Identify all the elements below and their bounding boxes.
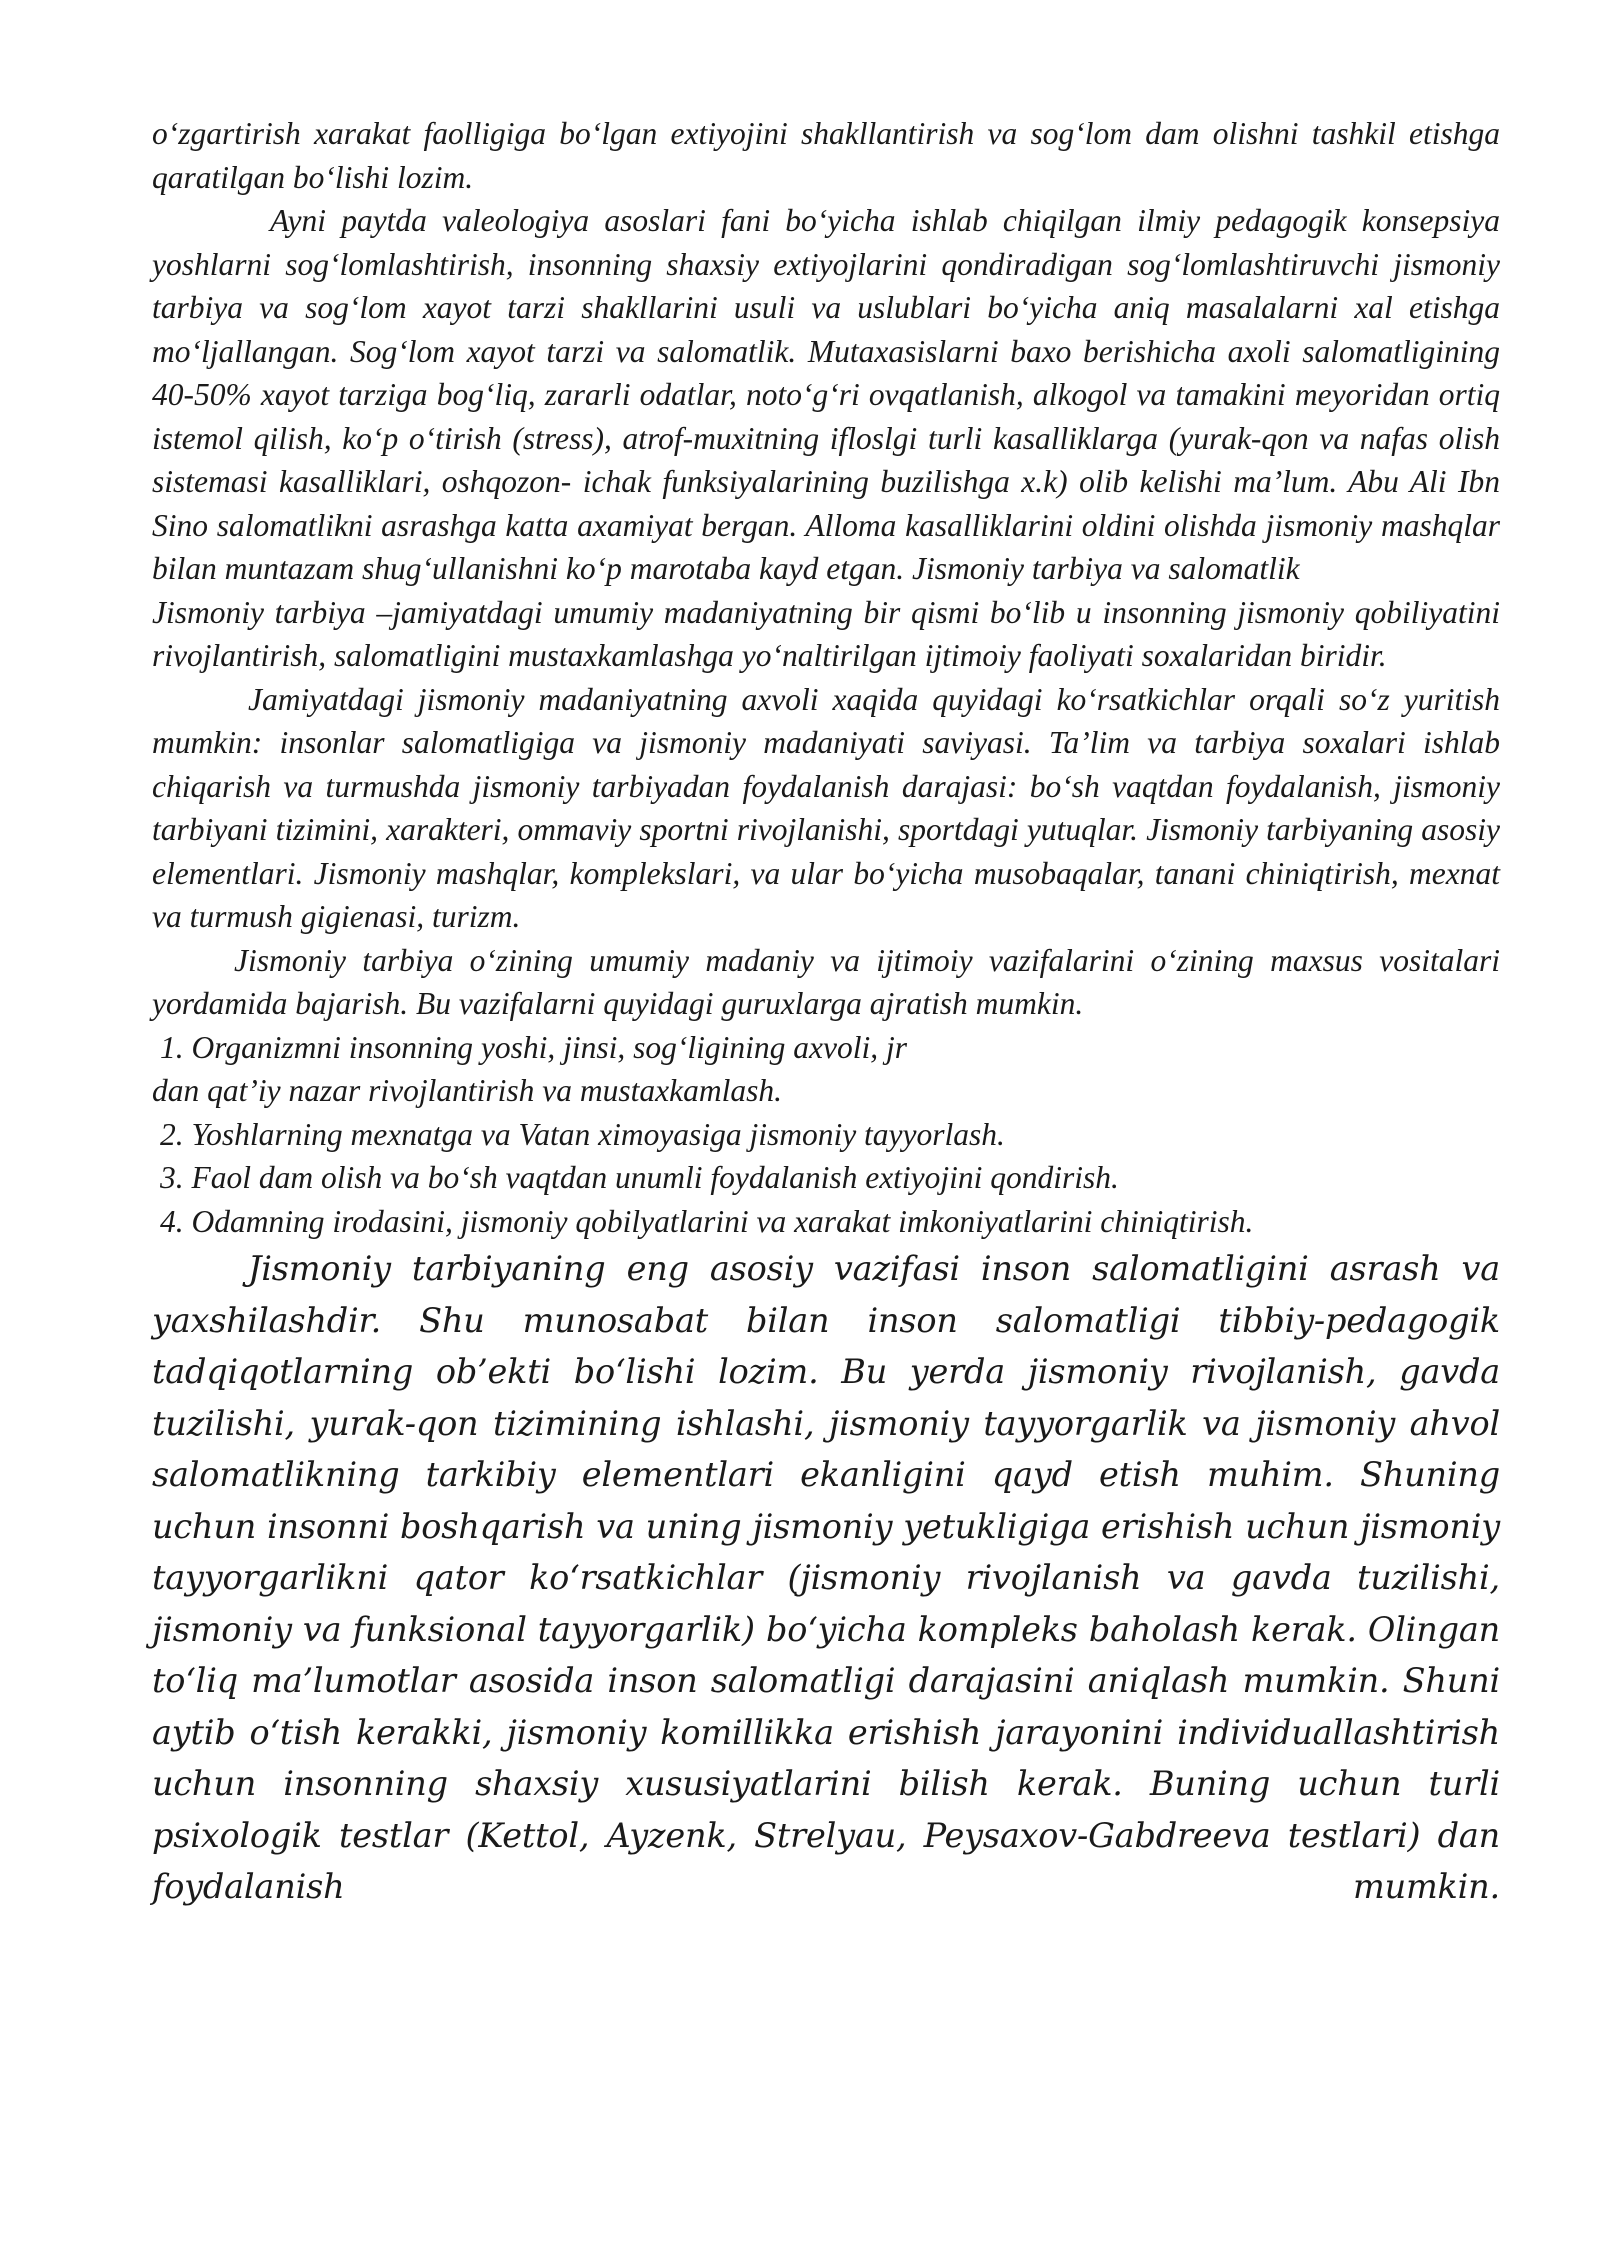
paragraph-4: Jamiyatdagi jismoniy madaniyatning axvoli xaqida quyidagi ko‘rsatkichlar orqali so‘z yuritish mumkin: insonlar salomatligiga va jismoniy madaniyati saviyasi. Ta’lim va tarbiya soxalari ishlab chiqarish va turmushda jismoniy tarbiyadan foydalanish darajasi: bo‘sh vaqtdan foydalanish, jismoniy tarbiyani tizimini, xarakteri, ommaviy sportni rivojlanishi, sportdagi yutuqlar. Jismoniy tarbiyaning asosiy elementlari. Jismoniy mashqlar, komplekslari, va ular bo‘yicha musobaqalar, tanani chiniqtirish, mexnat va turmush gigienasi, turizm. <box>152 681 1500 934</box>
body-text-small <box>152 112 1500 1243</box>
list-item-2: 2. Yoshlarning mexnatga va Vatan ximoyasiga jismoniy tayyorlash. <box>160 1116 1005 1152</box>
paragraph-3: Jismoniy tarbiya –jamiyatdagi umumiy madaniyatning bir qismi bo‘lib u insonning jismoniy qobiliyatini rivojlantirish, salomatligini mustaxkamlashga yo‘naltirilgan ijtimoiy faoliyati soxalaridan biridir. <box>152 594 1500 673</box>
list-item-1a: 1. Organizmni insonning yoshi, jinsi, sog‘ligining axvoli, jr <box>160 1029 907 1065</box>
list-item-4: 4. Odamning irodasini, jismoniy qobilyatlarini va xarakat imkoniyatlarini chiniqtirish. <box>160 1203 1254 1239</box>
paragraph-2: Ayni paytda valeologiya asoslari fani bo‘yicha ishlab chiqilgan ilmiy pedagogik konsepsiya yoshlarni sog‘lomlashtirish, insonning shaxsiy extiyojlarini qondiradigan sog‘lomlashtiruvchi jismoniy tarbiya va sog‘lom xayot tarzi shakllarini usuli va uslublari bo‘yicha aniq masalalarni xal etishga mo‘ljallangan. Sog‘lom xayot tarzi va salomatlik. Mutaxasislarni baxo berishicha axoli salomatligining 40-50% xayot tarziga bog‘liq, zararli odatlar, noto‘g‘ri ovqatlanish, alkogol va tamakini meyoridan ortiq istemol qilish, ko‘p o‘tirish (stress), atrof-muxitning ifloslgi turli kasalliklarga (yurak-qon va nafas olish sistemasi kasalliklari, oshqozon- ichak funksiyalarining buzilishga x.k) olib kelishi ma’lum. Abu Ali Ibn Sino salomatlikni asrashga katta axamiyat bergan. Alloma kasalliklarini oldini olishda jismoniy mashqlar bilan muntazam shug‘ullanishni ko‘p marotaba kayd etgan. Jismoniy tarbiya va salomatlik <box>152 203 1500 586</box>
paragraph-6: Jismoniy tarbiyaning eng asosiy vazifasi inson salomatligini asrash va yaxshilashdir. Shu munosabat bilan inson salomatligi tibbiy-pedagogik tadqiqotlarning ob’ekti bo‘lishi lozim. Bu yerda jismoniy rivojlanish, gavda tuzilishi, yurak-qon tizimining ishlashi, jismoniy tayyorgarlik va jismoniy ahvol salomatlikning tarkibiy elementlari ekanligini qayd etish muhim. Shuning uchun insonni boshqarish va uning jismoniy yetukligiga erishish uchun jismoniy tayyorgarlikni qator ko‘rsatkichlar (jismoniy rivojlanish va gavda tuzilishi, jismoniy va funksional tayyorgarlik) bo‘yicha kompleks baholash kerak. Olingan to‘liq ma’lumotlar asosida inson salomatligi darajasini aniqlash mumkin. Shuni aytib o‘tish kerakki, jismoniy komillikka erishish jarayonini individuallashtirish uchun insonning shaxsiy xususiyatlarini bilish kerak. Buning uchun turli psixologik testlar (Kettol, Ayzenk, Strelyau, Peysaxov-Gabdreeva testlari) dan foydalanish mumkin. <box>152 1249 1500 1906</box>
paragraph-5: Jismoniy tarbiya o‘zining umumiy madaniy va ijtimoiy vazifalarini o‘zining maxsus vositalari yordamida bajarish. Bu vazifalarni quyidagi guruxlarga ajratish mumkin. <box>152 942 1500 1021</box>
paragraph-1: o‘zgartirish xarakat faolligiga bo‘lgan extiyojini shakllantirish va sog‘lom dam olishni tashkil etishga qaratilgan bo‘lishi lozim. <box>152 116 1500 195</box>
list-item-1b: dan qat’iy nazar rivojlantirish va mustaxkamlash. <box>152 1073 782 1108</box>
body-text-large <box>152 1243 1500 1913</box>
list-item-3: 3. Faol dam olish va bo‘sh vaqtdan unumli foydalanish extiyojini qondirish. <box>160 1160 1119 1195</box>
document-page <box>152 112 1500 1913</box>
